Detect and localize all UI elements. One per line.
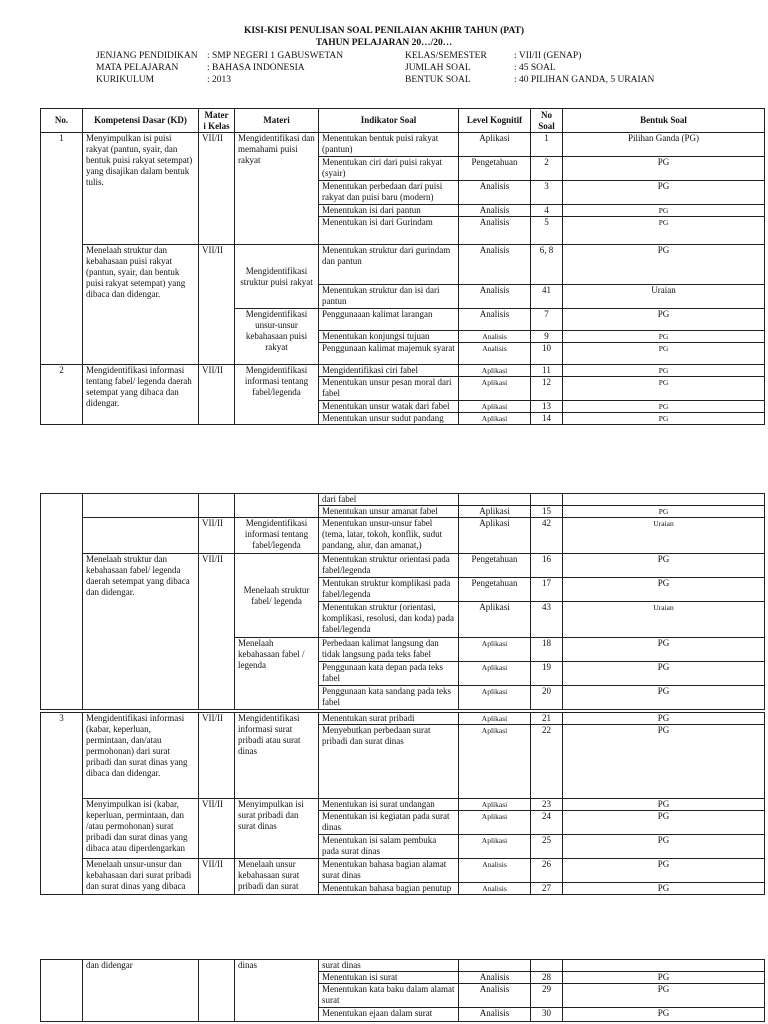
bentuk-cell: PG [563, 181, 765, 205]
level-cell: Analisis [459, 1008, 531, 1022]
bentuk-cell: PG [563, 859, 765, 883]
no-soal-cell: 43 [531, 602, 563, 638]
bentuk-cell: PG [563, 377, 765, 401]
bentuk-cell: PG [563, 554, 765, 578]
level-cell: Analisis [459, 205, 531, 217]
no-soal-cell: 11 [531, 365, 563, 377]
no-soal-cell: 20 [531, 686, 563, 710]
bentuk-cell: PG [563, 972, 765, 984]
kelas-cell [199, 494, 235, 518]
no-soal-cell: 27 [531, 883, 563, 895]
bentuk-cell: PG [563, 1008, 765, 1022]
level-cell: Aplikasi [459, 602, 531, 638]
no-soal-cell: 9 [531, 331, 563, 343]
kisi-table-part-1 [40, 108, 765, 425]
table-row [41, 133, 765, 157]
kisi-table-part-4 [40, 959, 765, 1022]
bentuk-cell: PG [563, 799, 765, 811]
materi-cell: Menelaah unsur kebahasaan surat pribadi dan surat [235, 859, 319, 895]
table-row [41, 713, 765, 725]
bentuk-cell: PG [563, 245, 765, 285]
level-cell: Analisis [459, 984, 531, 1008]
indikator-cell: Penggunaan kalimat majemuk syarat [319, 343, 459, 365]
materi-cell: Menelaah kebahasaan fabel / legenda [235, 638, 319, 710]
meta-value: : BAHASA INDONESIA [207, 63, 305, 73]
level-cell: Aplikasi [459, 413, 531, 425]
indikator-cell: Menentukan isi salam pembuka pada surat dinas [319, 835, 459, 859]
indikator-cell: surat dinas [319, 960, 459, 972]
meta-value: : 45 SOAL [514, 63, 556, 73]
no-soal-cell: 7 [531, 309, 563, 331]
col-header-materi-kelas: Mater i Kelas [199, 109, 235, 133]
level-cell: Analisis [459, 309, 531, 331]
kd-cell: dan didengar [83, 960, 199, 1022]
indikator-cell: Menentukan unsur watak dari fabel [319, 401, 459, 413]
kd-cell: Menyimpulkan isi puisi rakyat (pantun, syair, dan bentuk puisi rakyat setempat) yang disajikan dalam bentuk tulis. [83, 133, 199, 245]
level-cell: Aplikasi [459, 638, 531, 662]
bentuk-cell: PG [563, 506, 765, 518]
indikator-cell: Menentukan unsur-unsur fabel (tema, latar, tokoh, konflik, sudut pandang, alur, dan amanat,) [319, 518, 459, 554]
no-soal-cell [531, 960, 563, 972]
meta-left-values [207, 50, 343, 86]
bentuk-cell: PG [563, 725, 765, 799]
no-soal-cell: 19 [531, 662, 563, 686]
bentuk-cell: PG [563, 309, 765, 331]
no-soal-cell: 12 [531, 377, 563, 401]
meta-right-labels [405, 50, 487, 86]
no-soal-cell: 1 [531, 133, 563, 157]
kd-cell [83, 494, 199, 518]
kelas-cell: VII/II [199, 554, 235, 710]
kelas-cell: VII/II [199, 713, 235, 799]
bentuk-cell: PG [563, 413, 765, 425]
indikator-cell: Menentukan unsur pesan moral dari fabel [319, 377, 459, 401]
no-soal-cell: 25 [531, 835, 563, 859]
level-cell: Aplikasi [459, 713, 531, 725]
no-soal-cell: 17 [531, 578, 563, 602]
meta-value: : 40 PILIHAN GANDA, 5 URAIAN [514, 75, 655, 85]
indikator-cell: Menentukan isi surat undangan [319, 799, 459, 811]
materi-cell [235, 494, 319, 518]
level-cell: Aplikasi [459, 799, 531, 811]
level-cell: Pengetahuan [459, 554, 531, 578]
materi-cell: Menelaah struktur fabel/ legenda [235, 554, 319, 638]
col-header-bentuk: Bentuk Soal [563, 109, 765, 133]
bentuk-cell: Uraian [563, 285, 765, 309]
level-cell: Aplikasi [459, 133, 531, 157]
indikator-cell: Menentukan isi surat [319, 972, 459, 984]
row-number: 1 [41, 133, 83, 365]
no-soal-cell: 28 [531, 972, 563, 984]
bentuk-cell: PG [563, 365, 765, 377]
bentuk-cell [563, 960, 765, 972]
indikator-cell: Menentukan ejaan dalam surat [319, 1008, 459, 1022]
row-number: 3 [41, 713, 83, 895]
table-header-row [41, 109, 765, 133]
bentuk-cell: PG [563, 401, 765, 413]
kisi-table-part-3 [40, 712, 765, 895]
level-cell: Pengetahuan [459, 578, 531, 602]
table-row [41, 365, 765, 377]
no-soal-cell: 24 [531, 811, 563, 835]
no-soal-cell: 13 [531, 401, 563, 413]
kelas-cell: VII/II [199, 518, 235, 554]
no-soal-cell: 14 [531, 413, 563, 425]
indikator-cell: Penggunaan kata sandang pada teks fabel [319, 686, 459, 710]
level-cell: Aplikasi [459, 365, 531, 377]
indikator-cell: Menentukan struktur (orientasi, komplikasi, resolusi, dan koda) pada fabel/legenda [319, 602, 459, 638]
indikator-cell: Menentukan konjungsi tujuan [319, 331, 459, 343]
level-cell: Aplikasi [459, 811, 531, 835]
table-row [41, 859, 765, 883]
row-number [41, 960, 83, 1022]
doc-title: KISI-KISI PENULISAN SOAL PENILAIAN AKHIR TAHUN (PAT) [243, 26, 525, 36]
no-soal-cell: 23 [531, 799, 563, 811]
bentuk-cell: PG [563, 157, 765, 181]
bentuk-cell: PG [563, 662, 765, 686]
kelas-cell [199, 960, 235, 1022]
materi-cell: Mengidentifikasi unsur-unsur kebahasaan puisi rakyat [235, 309, 319, 365]
materi-cell: Mengidentifikasi struktur puisi rakyat [235, 245, 319, 309]
table-row [41, 799, 765, 811]
no-soal-cell: 21 [531, 713, 563, 725]
meta-right-values [514, 50, 654, 86]
level-cell: Analisis [459, 181, 531, 205]
indikator-cell: Menentukan isi dari pantun [319, 205, 459, 217]
no-soal-cell: 18 [531, 638, 563, 662]
indikator-cell: Menentukan unsur sudut pandang [319, 413, 459, 425]
materi-cell: Mengidentifikasi informasi tentang fabel/legenda [235, 365, 319, 425]
meta-label: MATA PELAJARAN [96, 63, 179, 73]
level-cell: Aplikasi [459, 686, 531, 710]
level-cell: Aplikasi [459, 518, 531, 554]
kelas-cell: VII/II [199, 799, 235, 859]
indikator-cell: Menentukan bentuk puisi rakyat (pantun) [319, 133, 459, 157]
no-soal-cell: 41 [531, 285, 563, 309]
level-cell: Aplikasi [459, 506, 531, 518]
col-header-no-soal: No Soal [531, 109, 563, 133]
bentuk-cell: Uraian [563, 602, 765, 638]
kd-cell: Mengidentifikasi informasi tentang fabel/ legenda daerah setempat yang dibaca dan didengar. [83, 365, 199, 425]
kd-cell: Menelaah unsur-unsur dan kebahasaan dari surat pribadi dan surat dinas yang dibaca [83, 859, 199, 895]
no-soal-cell: 29 [531, 984, 563, 1008]
table-row [41, 518, 765, 554]
table-row [41, 960, 765, 972]
bentuk-cell: PG [563, 686, 765, 710]
col-header-materi: Materi [235, 109, 319, 133]
meta-value: : 2013 [207, 75, 232, 85]
col-header-kd: Kompetensi Dasar (KD) [83, 109, 199, 133]
indikator-cell: Penggunaaan kalimat larangan [319, 309, 459, 331]
indikator-cell: Menentukan bahasa bagian penutup [319, 883, 459, 895]
bentuk-cell: PG [563, 713, 765, 725]
bentuk-cell: PG [563, 217, 765, 245]
indikator-cell: Menentukan ciri dari puisi rakyat (syair) [319, 157, 459, 181]
bentuk-cell: PG [563, 984, 765, 1008]
indikator-cell: Menentukan struktur dari gurindam dan pantun [319, 245, 459, 285]
indikator-cell: Menentukan unsur amanat fabel [319, 506, 459, 518]
no-soal-cell [531, 494, 563, 506]
level-cell: Aplikasi [459, 377, 531, 401]
level-cell: Pengetahuan [459, 157, 531, 181]
row-number [41, 494, 83, 710]
level-cell: Analisis [459, 972, 531, 984]
bentuk-cell: PG [563, 835, 765, 859]
kisi-table-part-2 [40, 493, 765, 710]
col-header-no: No. [41, 109, 83, 133]
no-soal-cell: 4 [531, 205, 563, 217]
meta-label: KELAS/SEMESTER [405, 51, 487, 61]
bentuk-cell: PG [563, 811, 765, 835]
meta-value: : VII/II (GENAP) [514, 51, 582, 61]
kelas-cell: VII/II [199, 365, 235, 425]
no-soal-cell: 26 [531, 859, 563, 883]
doc-subtitle: TAHUN PELAJARAN 20…/20… [315, 38, 453, 48]
indikator-cell: Menentukan struktur dan isi dari pantun [319, 285, 459, 309]
level-cell: Aplikasi [459, 662, 531, 686]
table-row [41, 245, 765, 285]
no-soal-cell: 10 [531, 343, 563, 365]
kd-cell: Menyimpulkan isi (kabar, keperluan, permintaan, dan /atau permohonan) surat pribadi dan surat dinas yang dibaca atau diperdengarkan [83, 799, 199, 859]
no-soal-cell: 30 [531, 1008, 563, 1022]
indikator-cell: Menentukan perbedaan dari puisi rakyat dan puisi baru (modern) [319, 181, 459, 205]
materi-cell: Menyimpulkan isi surat pribadi dan surat dinas [235, 799, 319, 859]
indikator-cell: Mentukan struktur komplikasi pada fabel/legenda [319, 578, 459, 602]
level-cell: Aplikasi [459, 401, 531, 413]
kelas-cell: VII/II [199, 859, 235, 895]
indikator-cell: Menentukan bahasa bagian alamat surat dinas [319, 859, 459, 883]
meta-label: KURIKULUM [96, 75, 155, 85]
bentuk-cell: PG [563, 343, 765, 365]
no-soal-cell: 6, 8 [531, 245, 563, 285]
bentuk-cell: Uraian [563, 518, 765, 554]
no-soal-cell: 3 [531, 181, 563, 205]
kd-cell [83, 518, 199, 554]
indikator-cell: Menentukan kata baku dalam alamat surat [319, 984, 459, 1008]
no-soal-cell: 2 [531, 157, 563, 181]
indikator-cell: Menentukan surat pribadi [319, 713, 459, 725]
bentuk-cell: PG [563, 331, 765, 343]
indikator-cell: Menentukan isi kegiatan pada surat dinas [319, 811, 459, 835]
level-cell [459, 960, 531, 972]
table-row [41, 554, 765, 578]
kd-cell: Menelaah struktur dan kebahasaan fabel/ legenda daerah setempat yang dibaca dan didengar. [83, 554, 199, 710]
meta-left-labels [96, 50, 198, 86]
materi-cell: Mengidentifikasi dan memahami puisi rakyat [235, 133, 319, 245]
table-row [41, 494, 765, 506]
level-cell: Analisis [459, 285, 531, 309]
level-cell [459, 494, 531, 506]
col-header-level: Level Kognitif [459, 109, 531, 133]
kd-cell: Menelaah struktur dan kebahasaan puisi rakyat (pantun, syair, dan bentuk puisi rakyat setempat) yang dibaca dan didengar. [83, 245, 199, 365]
meta-label: JUMLAH SOAL [405, 63, 471, 73]
indikator-cell: dari fabel [319, 494, 459, 506]
level-cell: Aplikasi [459, 835, 531, 859]
level-cell: Analisis [459, 245, 531, 285]
level-cell: Analisis [459, 343, 531, 365]
indikator-cell: Menyebutkan perbedaan surat pribadi dan surat dinas [319, 725, 459, 799]
row-number: 2 [41, 365, 83, 425]
level-cell: Aplikasi [459, 725, 531, 799]
no-soal-cell: 22 [531, 725, 563, 799]
bentuk-cell: PG [563, 205, 765, 217]
meta-value: : SMP NEGERI 1 GABUSWETAN [207, 51, 344, 61]
indikator-cell: Menentukan struktur orientasi pada fabel/legenda [319, 554, 459, 578]
level-cell: Analisis [459, 883, 531, 895]
indikator-cell: Penggunaan kata depan pada teks fabel [319, 662, 459, 686]
col-header-indikator: Indikator Soal [319, 109, 459, 133]
materi-cell: dinas [235, 960, 319, 1022]
indikator-cell: Menentukan isi dari Gurindam [319, 217, 459, 245]
no-soal-cell: 5 [531, 217, 563, 245]
level-cell: Analisis [459, 217, 531, 245]
indikator-cell: Perbedaan kalimat langsung dan tidak langsung pada teks fabel [319, 638, 459, 662]
no-soal-cell: 15 [531, 506, 563, 518]
level-cell: Analisis [459, 859, 531, 883]
kelas-cell: VII/II [199, 133, 235, 245]
bentuk-cell: PG [563, 883, 765, 895]
bentuk-cell [563, 494, 765, 506]
meta-label: JENJANG PENDIDIKAN [96, 51, 198, 61]
kd-cell: Mengidentifikasi informasi (kabar, keperluan, permintaan, dan/atau permohonan) dari surat pribadi dan surat dinas yang dibaca dan didengar. [83, 713, 199, 799]
no-soal-cell: 42 [531, 518, 563, 554]
kelas-cell: VII/II [199, 245, 235, 365]
meta-label: BENTUK SOAL [405, 75, 471, 85]
bentuk-cell: PG [563, 578, 765, 602]
materi-cell: Mengidentifikasi informasi surat pribadi atau surat dinas [235, 713, 319, 799]
materi-cell: Mengidentifikasi informasi tentang fabel/legenda [235, 518, 319, 554]
bentuk-cell: PG [563, 638, 765, 662]
bentuk-cell: Pilihan Ganda (PG) [563, 133, 765, 157]
level-cell: Analisis [459, 331, 531, 343]
no-soal-cell: 16 [531, 554, 563, 578]
indikator-cell: Mengidentifikasi ciri fabel [319, 365, 459, 377]
